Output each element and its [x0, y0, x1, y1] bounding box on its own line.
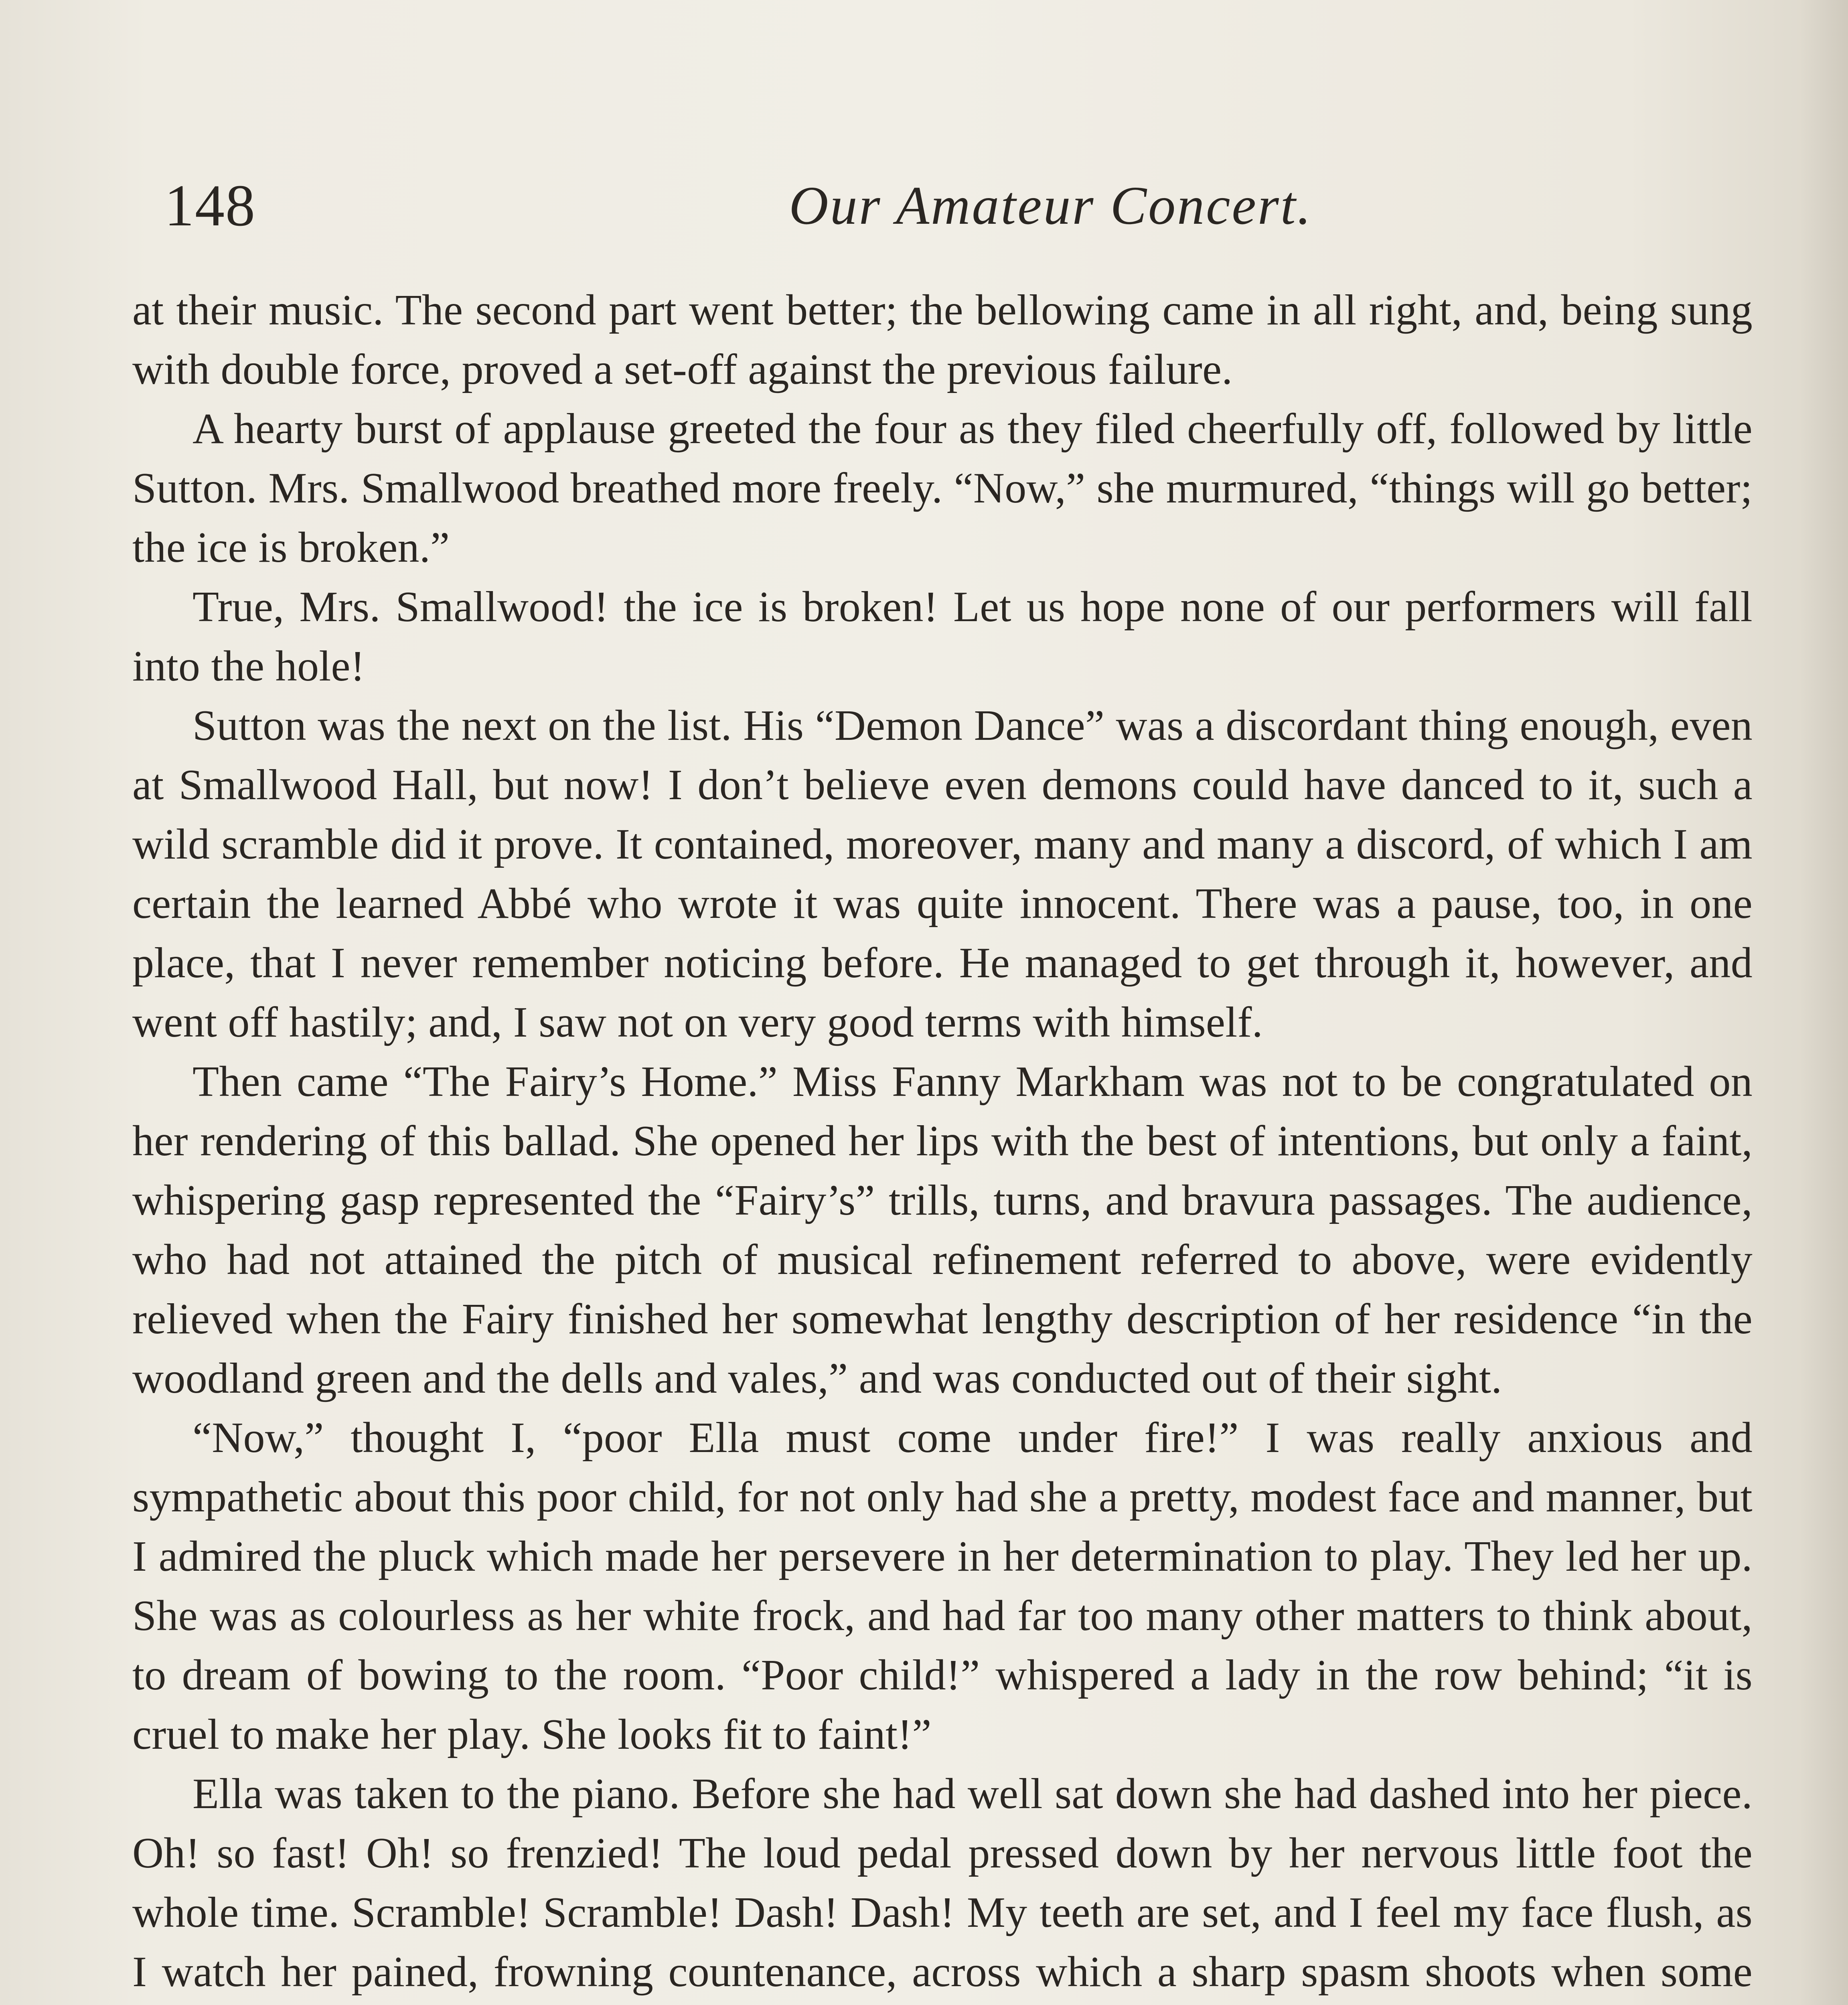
- paragraph-7: Ella was taken to the piano. Before she had well sat down she had dashed into her piece. Oh! so fast! Oh! so frenzied! The loud pedal pressed down by her nervous little foot the whole time. Scramble! Scramble! Dash! Dash! My teeth are set, and I feel my face flush, as I watch her pained, frowning countenance, across which a sharp spasm shoots when some: [132, 1770, 1753, 1996]
- running-title: Our Amateur Concert.: [789, 176, 1313, 236]
- paragraph-4: Sutton was the next on the list. His “Demon Dance” was a discordant thing enough, even at Smallwood Hall, but now! I don’t believe even demons could have danced to it, such a wild scramble did it prove. It contained, moreover, many and many a discord, of which I am certain the learned Abbé who wrote it was quite innocent. There was a pause, too, in one place, that I never remember noticing before. He managed to get through it, however, and went off hastily; and, I saw not on very good terms with himself.: [132, 702, 1753, 1046]
- paragraph-6: “Now,” thought I, “poor Ella must come under fire!” I was really anxious and sympathetic about this poor child, for not only had she a pretty, modest face and manner, but I admired the pluck which made her persevere in her determination to play. They led her up. She was as colourless as her white frock, and had far too many other matters to think about, to dream of bowing to the room. “Poor child!” whispered a lady in the row behind; “it is cruel to make her play. She looks fit to faint!”: [132, 1414, 1753, 1758]
- paragraph-3: True, Mrs. Smallwood! the ice is broken! Let us hope none of our performers will fall into the hole!: [132, 583, 1753, 690]
- paragraph-1: at their music. The second part went better; the bellowing came in all right, and, being sung with double force, proved a set-off against the previous failure.: [132, 286, 1753, 393]
- page-edge-shadow: [1800, 0, 1848, 2005]
- page-header: [164, 168, 1761, 245]
- paragraph-2: A hearty burst of applause greeted the four as they filed cheerfully off, followed by little Sutton. Mrs. Smallwood breathed more freely. “Now,” she murmured, “things will go better; the ice is broken.”: [132, 405, 1753, 571]
- page-number: 148: [164, 173, 256, 239]
- body-text: [132, 281, 1753, 2005]
- paragraph-5: Then came “The Fairy’s Home.” Miss Fanny Markham was not to be congratulated on her rendering of this ballad. She opened her lips with the best of intentions, but only a faint, whispering gasp represented the “Fairy’s” trills, turns, and bravura passages. The audience, who had not attained the pitch of musical refinement referred to above, were evidently relieved when the Fairy finished her somewhat lengthy description of her residence “in the woodland green and the dells and vales,” and was conducted out of their sight.: [132, 1058, 1753, 1402]
